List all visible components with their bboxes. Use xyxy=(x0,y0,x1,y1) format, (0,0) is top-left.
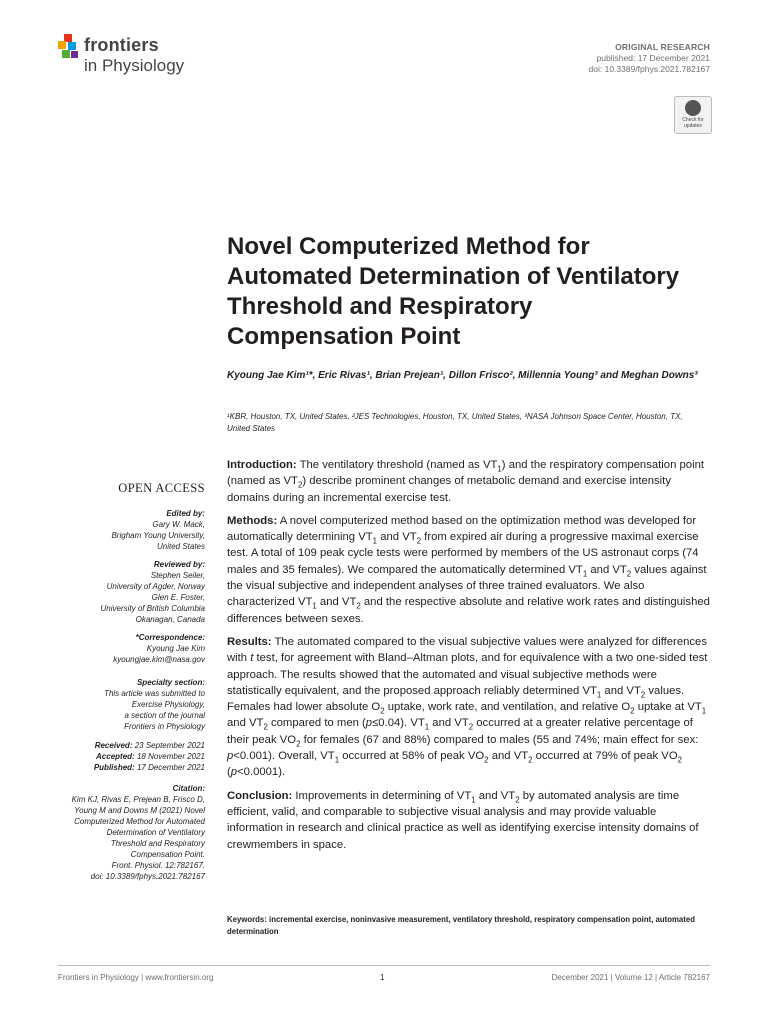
sidebar-line: Compensation Point. xyxy=(130,850,205,859)
sidebar-line: Brigham Young University, xyxy=(111,531,205,540)
bookmark-icon xyxy=(685,100,701,116)
reviewed-by-list xyxy=(58,570,205,625)
open-access-label: OPEN ACCESS xyxy=(118,481,205,495)
abstract-introduction: Introduction: The ventilatory threshold (named as $VT_1$) and the respiratory compensation point (named as $VT_2$) describe prominent changes of metabolic demand and exercise intensity domains during an incremental exercise test. xyxy=(227,459,704,504)
sidebar-line: Stephen Seiler, xyxy=(150,571,205,580)
sidebar-line: Glen E. Foster, xyxy=(151,593,205,602)
frontiers-logo-icon xyxy=(58,34,80,60)
sidebar-line: Kim KJ, Rivas E, Prejean B, Frisco D, xyxy=(71,795,205,804)
journal-logo xyxy=(58,32,218,82)
citation-doi-link[interactable]: doi: 10.3389/fphys.2021.782167 xyxy=(90,872,205,881)
article-sidebar xyxy=(58,483,205,882)
footer-article-info: December 2021 | Volume 12 | Article 782167 xyxy=(551,973,710,982)
published-date-sidebar: Published: 17 December 2021 xyxy=(93,763,205,772)
sidebar-line: Determination of Ventilatory xyxy=(106,828,205,837)
sidebar-line: Front. Physiol. 12:782167. xyxy=(111,861,205,870)
sidebar-line: University of British Columbia xyxy=(100,604,205,613)
edited-by-heading: Edited by: xyxy=(166,509,205,518)
sidebar-line: Threshold and Respiratory xyxy=(110,839,205,848)
accepted-date: Accepted: 18 November 2021 xyxy=(96,752,205,761)
sidebar-line: a section of the journal xyxy=(124,711,205,720)
sidebar-line: Frontiers in Physiology xyxy=(124,722,205,731)
sidebar-line: University of Agder, Norway xyxy=(106,582,205,591)
sidebar-line: Young M and Downs M (2021) Novel xyxy=(74,806,205,815)
footer-divider xyxy=(58,965,710,966)
check-for-updates-button[interactable] xyxy=(674,96,712,134)
page-number: 1 xyxy=(380,973,385,982)
reviewed-by-heading: Reviewed by: xyxy=(153,560,205,569)
correspondence-email-link[interactable]: kyoungjae.kim@nasa.gov xyxy=(113,655,205,664)
published-date: published: 17 December 2021 xyxy=(596,53,710,63)
author-list: Kyoung Jae Kim¹*, Eric Rivas¹, Brian Prejean¹, Dillon Frisco², Millennia Young³ and Meghan Downs³ xyxy=(227,370,698,381)
check-updates-line2: updates xyxy=(684,123,702,129)
check-updates-line1: Check for xyxy=(682,117,704,123)
correspondence-list xyxy=(58,643,205,665)
specialty-heading: Specialty section: xyxy=(136,678,205,687)
journal-name-line1: frontiers xyxy=(84,35,159,55)
article-header-meta xyxy=(589,42,710,75)
article-type: ORIGINAL RESEARCH xyxy=(615,42,710,52)
sidebar-line: Kyoung Jae Kim xyxy=(146,644,205,653)
received-date: Received: 23 September 2021 xyxy=(94,741,205,750)
journal-name-line2: in Physiology xyxy=(84,56,185,75)
citation-list xyxy=(58,794,205,882)
sidebar-line: Exercise Physiology, xyxy=(131,700,205,709)
affiliations: ¹KBR, Houston, TX, United States, ²JES Technologies, Houston, TX, United States, ³NASA Johnson Space Center, Houston, TX, United States xyxy=(227,412,683,433)
sidebar-line: Gary W. Mack, xyxy=(152,520,205,529)
sidebar-line: This article was submitted to xyxy=(104,689,205,698)
keywords: Keywords: incremental exercise, noninvasive measurement, ventilatory threshold, respiratory compensation point, automated determination xyxy=(227,915,695,936)
sidebar-line: United States xyxy=(156,542,205,551)
footer-journal-link[interactable]: Frontiers in Physiology | www.frontiersin.org xyxy=(58,973,214,982)
abstract-methods: Methods: A novel computerized method based on the optimization method was developed for automatically determining $VT_1$ and $VT_2$ from expired air during a progressive maximal exercise test. A total of 109 peak cycle tests were performed by members of the US astronaut corps (74 males and 35 females). We compared the automatically determined $VT_1$ and $VT_2$ values against the visual subjective and independent analyses of three trained evaluators. We also characterized $VT_1$ and $VT_2$ and the respective absolute and relative work rates and distinguished differences between sexes. xyxy=(227,514,710,625)
abstract xyxy=(227,457,711,860)
citation-heading: Citation: xyxy=(172,784,205,793)
sidebar-line: Computerized Method for Automated xyxy=(74,817,205,826)
article-title: Novel Computerized Method for Automated Determination of Ventilatory Threshold and Respiratory Compensation Point xyxy=(227,233,680,350)
edited-by-list xyxy=(58,519,205,552)
abstract-conclusion: Conclusion: Improvements in determining of $VT_1$ and $VT_2$ by automated analysis are time efficient, valid, and comparable to subjective visual analysis and may provide valuable information in research and clinical practice as well as identifying exercise intensity domains of crewmembers in space. xyxy=(227,789,699,851)
abstract-results: Results: The automated compared to the visual subjective values were analyzed for differences with t test, for agreement with Bland–Altman plots, and for equivalence with a two one-sided test approach. The results showed that the automated and visual subjective methods were statistically equivalent, and the proposed approach reliably determined $VT_1$ and $VT_2$ values. Females had lower absolute $O_2$ uptake, work rate, and ventilation, and relative $O_2$ uptake at $VT_1$ and $VT_2$ compared to men (p≤0.04). $VT_1$ and $VT_2$ occurred at a greater relative percentage of their peak $VO_2$ for females (67 and 88%) compared to males (55 and 74%; main effect for sex: p<0.001). Overall, $VT_1$ occurred at 58% of peak $VO_2$ and $VT_2$ occurred at 79% of peak $VO_2$ (p<0.0001). xyxy=(227,635,708,779)
specialty-list xyxy=(58,688,205,732)
article-dates xyxy=(58,740,205,773)
sidebar-line: Okanagan, Canada xyxy=(135,615,205,624)
correspondence-heading: *Correspondence: xyxy=(135,633,205,642)
article-doi[interactable]: doi: 10.3389/fphys.2021.782167 xyxy=(588,64,710,74)
